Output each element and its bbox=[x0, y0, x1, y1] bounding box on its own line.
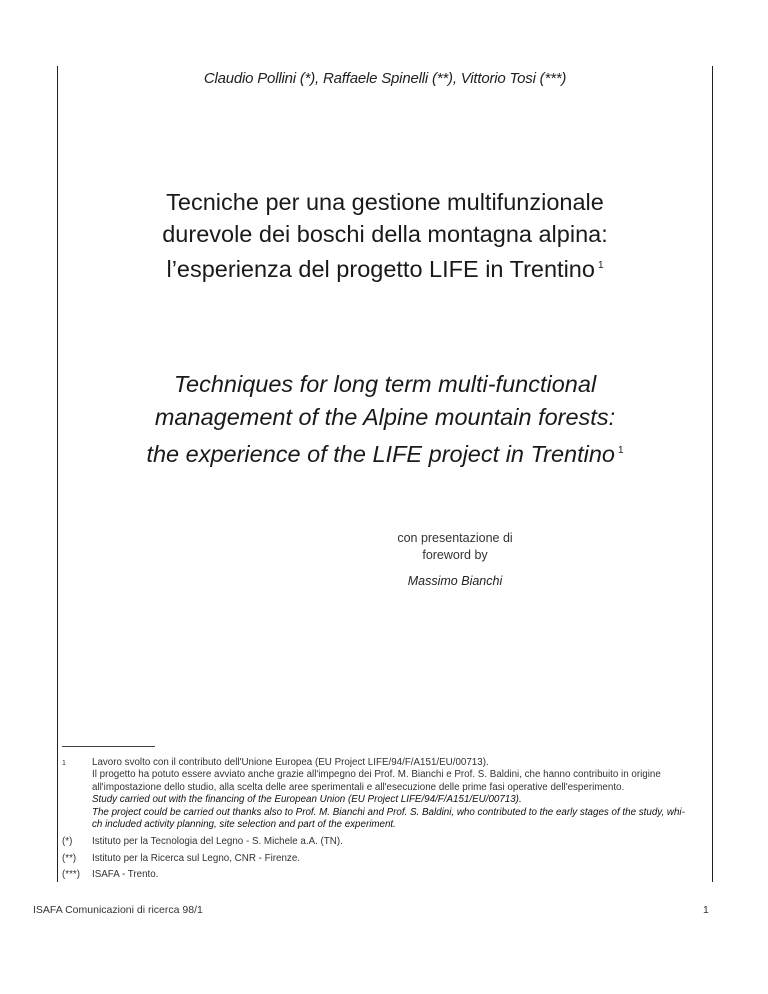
footnote-text-it: Lavoro svolto con il contributo dell'Unione Europea (EU Project LIFE/94/F/A151/EU/00713). bbox=[92, 757, 489, 768]
footnote-text-en: ch included activity planning, site selection and part of the experiment. bbox=[92, 819, 396, 831]
footnote-reference[interactable]: 1 bbox=[597, 260, 604, 271]
footnote-text-it: all'impostazione dello studio, alla scelta delle aree sperimentali e all'esecuzione delle prime fasi operative dell'esperimento. bbox=[92, 781, 625, 793]
affiliation-mark: (**) bbox=[62, 852, 77, 864]
presentation-line: con presentazione di bbox=[397, 531, 513, 545]
footnotes bbox=[62, 757, 702, 886]
footnote-mark: 1 bbox=[62, 760, 66, 767]
title-english-line bbox=[58, 434, 712, 471]
title-english bbox=[58, 368, 712, 471]
page-number: 1 bbox=[703, 904, 709, 916]
title-italian-line: Tecniche per una gestione multifunzionale bbox=[166, 189, 604, 215]
presenter-name-text: Massimo Bianchi bbox=[407, 574, 503, 588]
affiliation-mark: (*) bbox=[62, 836, 73, 848]
affiliation-text: ISAFA - Trento. bbox=[92, 869, 159, 881]
title-english-line: Techniques for long term multi-functional bbox=[173, 371, 597, 397]
title-italian-line-text: l’esperienza del progetto LIFE in Trentino bbox=[166, 256, 595, 282]
footnote-text-en: Study carried out with the financing of the European Union (EU Project LIFE/94/F/A151/EU/00713). bbox=[92, 794, 522, 806]
right-margin-rule bbox=[712, 66, 713, 882]
affiliation-mark: (***) bbox=[62, 869, 80, 881]
presentation-label bbox=[58, 530, 712, 564]
affiliation bbox=[62, 869, 702, 881]
footnote-text-it: Il progetto ha potuto essere avviato anche grazie all'impegno dei Prof. M. Bianchi e Prof. S. Baldini, che hanno contribuito in origine bbox=[92, 769, 661, 781]
footnote-1 bbox=[62, 757, 702, 831]
title-italian bbox=[58, 186, 712, 285]
title-english-line-text: the experience of the LIFE project in Trentino bbox=[146, 441, 615, 467]
author-list: Claudio Pollini (*), Raffaele Spinelli (**), Vittorio Tosi (***) bbox=[203, 70, 567, 87]
presenter-name bbox=[58, 574, 712, 588]
footnote-reference[interactable]: 1 bbox=[617, 445, 624, 456]
footnote-text-en: The project could be carried out thanks also to Prof. M. Bianchi and Prof. S. Baldini, who contributed to the early stages of the study, whi- bbox=[92, 806, 685, 818]
affiliation bbox=[62, 853, 702, 865]
presentation-line: foreword by bbox=[422, 548, 488, 562]
journal-footer: ISAFA Comunicazioni di ricerca 98/1 bbox=[33, 904, 203, 916]
title-italian-line bbox=[58, 250, 712, 285]
affiliation-text: Istituto per la Ricerca sul Legno, CNR - Firenze. bbox=[92, 852, 300, 864]
title-english-line: management of the Alpine mountain forests: bbox=[154, 404, 616, 430]
affiliation bbox=[62, 836, 702, 848]
title-italian-line: durevole dei boschi della montagna alpina: bbox=[162, 221, 608, 247]
footnote-separator bbox=[62, 746, 155, 747]
affiliation-text: Istituto per la Tecnologia del Legno - S. Michele a.A. (TN). bbox=[92, 836, 343, 848]
